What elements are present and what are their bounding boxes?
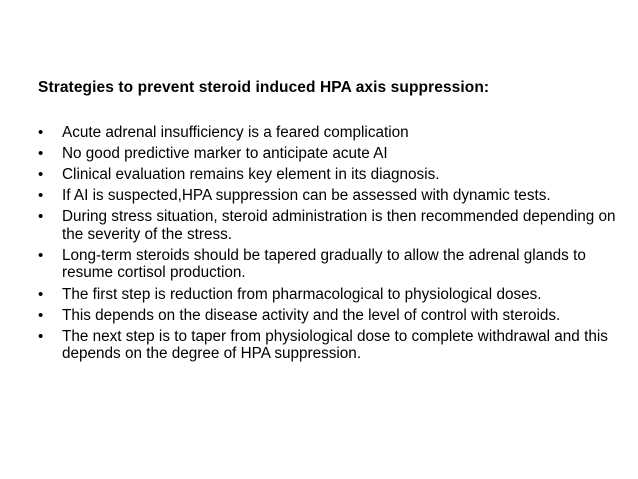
bullet-item [38, 124, 618, 142]
bullet-icon: • [38, 246, 44, 264]
bullet-icon: • [38, 306, 44, 324]
bullet-icon: • [38, 285, 44, 303]
bullet-icon: • [38, 166, 44, 184]
bullet-item [38, 187, 618, 205]
bullet-text: No good predictive marker to anticipate acute AI [62, 145, 388, 163]
bullet-item [38, 328, 618, 363]
bullet-icon: • [38, 208, 44, 226]
bullet-icon: • [38, 145, 44, 163]
bullet-item [38, 166, 618, 184]
bullet-item [38, 208, 618, 243]
bullet-text: The first step is reduction from pharmacological to physiological doses. [62, 285, 542, 303]
bullet-item [38, 286, 618, 304]
bullet-text: Long-term steroids should be tapered gradually to allow the adrenal glands to resume cortisol production. [62, 246, 586, 282]
bullet-icon: • [38, 187, 44, 205]
slide-title: Strategies to prevent steroid induced HPA axis suppression: [38, 79, 490, 96]
bullet-text: If AI is suspected,HPA suppression can be assessed with dynamic tests. [62, 187, 551, 205]
bullet-text: This depends on the disease activity and the level of control with steroids. [62, 306, 561, 324]
bullet-icon: • [38, 327, 44, 345]
bullet-text: Clinical evaluation remains key element in its diagnosis. [62, 166, 440, 184]
bullet-icon: • [38, 124, 44, 141]
bullet-text: Acute adrenal insufficiency is a feared complication [62, 124, 409, 141]
bullet-item [38, 307, 618, 325]
bullet-item [38, 247, 618, 282]
bullet-item [38, 145, 618, 163]
bullet-text: During stress situation, steroid administration is then recommended depending on the severity of the stress. [62, 208, 616, 243]
bullet-text: The next step is to taper from physiological dose to complete withdrawal and this depends on the degree of HPA suppression. [62, 327, 608, 363]
bullet-list [38, 124, 618, 366]
